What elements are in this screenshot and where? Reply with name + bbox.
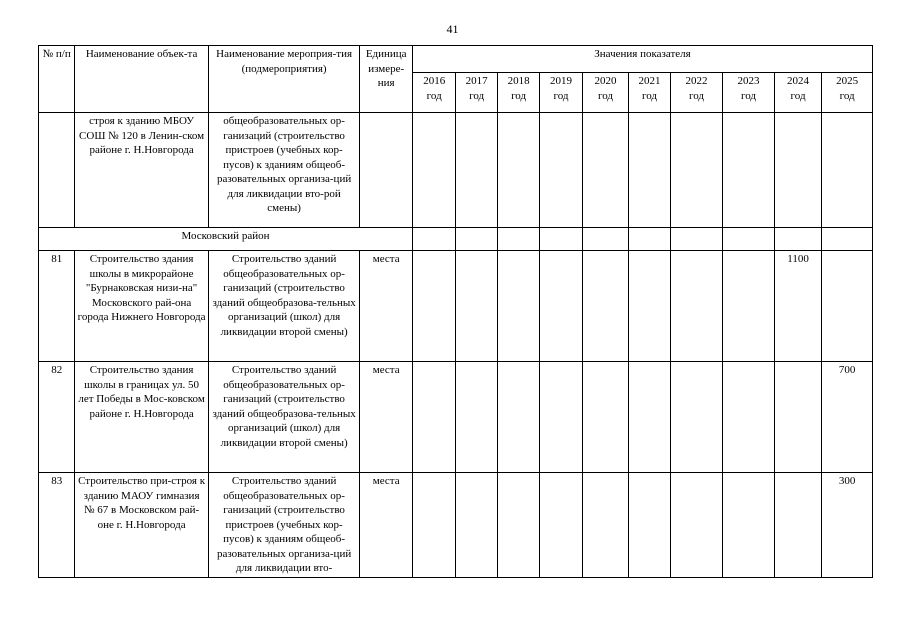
- cell-value: [456, 228, 497, 251]
- cell-value: [497, 473, 539, 578]
- header-year: 2016 год: [412, 73, 455, 113]
- cell-value: [822, 228, 873, 251]
- indicator-table: [38, 45, 873, 578]
- cell-value: [540, 473, 582, 578]
- cell-value: [412, 228, 455, 251]
- cell-value: [723, 113, 775, 228]
- cell-value: [670, 362, 723, 473]
- cell-object: Строительство при-строя к зданию МАОУ гимназия № 67 в Московском рай-оне г. Н.Новгорода: [75, 473, 208, 578]
- cell-value: [723, 251, 775, 362]
- cell-value: [456, 362, 497, 473]
- page-number: 41: [446, 22, 459, 36]
- cell-value: [497, 113, 539, 228]
- cell-measure: Строительство зданий общеобразовательных ор-ганизаций (строительство зданий общеобразова-тельных организаций (школ) для ликвидации второй смены): [208, 251, 360, 362]
- cell-value: [582, 251, 628, 362]
- table-row: [39, 251, 873, 362]
- cell-value: [629, 251, 670, 362]
- cell-value: [822, 113, 873, 228]
- header-object: Наименование объек-та: [75, 46, 208, 113]
- cell-value: [582, 473, 628, 578]
- cell-value: [774, 113, 822, 228]
- header-unit: Единица измере-ния: [360, 46, 413, 113]
- cell-num: [39, 113, 75, 228]
- table-row: [39, 362, 873, 473]
- cell-object: Строительство здания школы в микрорайоне "Бурнаковская низи-на" Московского рай-она города Нижнего Новгорода: [75, 251, 208, 362]
- cell-value: 700: [822, 362, 873, 473]
- cell-value: [822, 251, 873, 362]
- cell-measure: Строительство зданий общеобразовательных ор-ганизаций (строительство зданий общеобразова-тельных организаций (школ) для ликвидации второй смены): [208, 362, 360, 473]
- cell-value: [497, 251, 539, 362]
- header-year: 2025 год: [822, 73, 873, 113]
- cell-value: [774, 473, 822, 578]
- cell-num: 82: [39, 362, 75, 473]
- cell-value: [540, 251, 582, 362]
- table-row: [39, 113, 873, 228]
- cell-unit: места: [360, 251, 413, 362]
- cell-object: Строительство здания школы в границах ул. 50 лет Победы в Мос-ковском районе г. Н.Новгорода: [75, 362, 208, 473]
- cell-measure: Строительство зданий общеобразовательных ор-ганизаций (строительство пристроев (учебных кор-пусов) к зданиям общеоб-разовательных организа-ций для ликвидации вто-: [208, 473, 360, 578]
- cell-unit: места: [360, 473, 413, 578]
- cell-value: [629, 113, 670, 228]
- cell-value: [629, 228, 670, 251]
- cell-value: [774, 228, 822, 251]
- cell-unit: места: [360, 362, 413, 473]
- cell-value: [540, 228, 582, 251]
- cell-value: [540, 362, 582, 473]
- cell-value: [582, 362, 628, 473]
- cell-value: [774, 362, 822, 473]
- header-year: 2024 год: [774, 73, 822, 113]
- cell-value: [412, 113, 455, 228]
- header-year: 2022 год: [670, 73, 723, 113]
- header-measure: Наименование мероприя-тия (подмероприятия): [208, 46, 360, 113]
- cell-value: 1100: [774, 251, 822, 362]
- cell-value: [540, 113, 582, 228]
- cell-value: [582, 228, 628, 251]
- cell-value: [456, 473, 497, 578]
- cell-value: [412, 362, 455, 473]
- cell-value: [497, 228, 539, 251]
- cell-value: [629, 473, 670, 578]
- cell-value: [582, 113, 628, 228]
- cell-num: 83: [39, 473, 75, 578]
- cell-value: [670, 228, 723, 251]
- header-year: 2023 год: [723, 73, 775, 113]
- cell-object: строя к зданию МБОУ СОШ № 120 в Ленин-ском районе г. Н.Новгорода: [75, 113, 208, 228]
- header-year: 2020 год: [582, 73, 628, 113]
- cell-value: [456, 251, 497, 362]
- district-title: Московский район: [39, 228, 413, 251]
- table-row: [39, 473, 873, 578]
- header-year: 2017 год: [456, 73, 497, 113]
- cell-value: [670, 251, 723, 362]
- district-row: [39, 228, 873, 251]
- cell-value: [670, 113, 723, 228]
- header-year: 2018 год: [497, 73, 539, 113]
- header-year: 2021 год: [629, 73, 670, 113]
- cell-value: [497, 362, 539, 473]
- cell-value: [670, 473, 723, 578]
- cell-value: [723, 228, 775, 251]
- header-num: № п/п: [39, 46, 75, 113]
- cell-value: [412, 473, 455, 578]
- cell-unit: [360, 113, 413, 228]
- cell-value: [412, 251, 455, 362]
- cell-value: [456, 113, 497, 228]
- header-values: Значения показателя: [412, 46, 872, 73]
- cell-value: [629, 362, 670, 473]
- cell-value: [723, 473, 775, 578]
- cell-num: 81: [39, 251, 75, 362]
- cell-value: [723, 362, 775, 473]
- header-year: 2019 год: [540, 73, 582, 113]
- cell-value: 300: [822, 473, 873, 578]
- cell-measure: общеобразовательных ор-ганизаций (строительство пристроев (учебных кор-пусов) к зданиям общеоб-разовательных организа-ций для ликвидации вто-рой смены): [208, 113, 360, 228]
